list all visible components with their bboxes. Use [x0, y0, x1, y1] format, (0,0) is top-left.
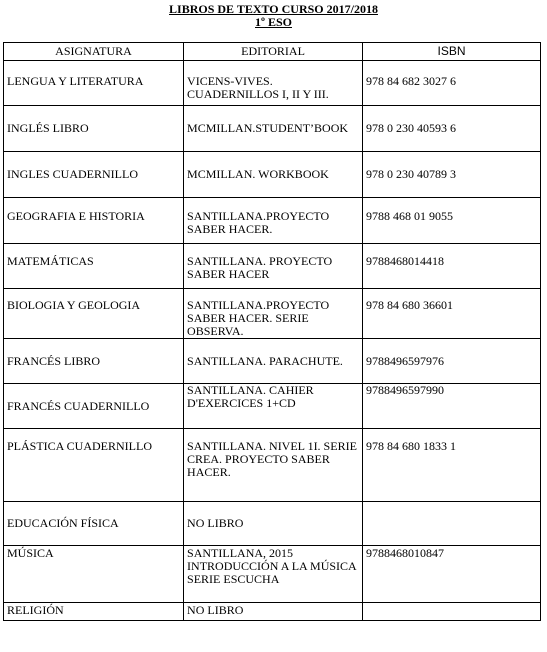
header-isbn: ISBN	[363, 43, 541, 61]
cell-editorial: SANTILLANA.PROYECTO SABER HACER. SERIE OBSERVA.	[184, 289, 363, 339]
table-row	[4, 502, 541, 546]
cell-asignatura: GEOGRAFIA E HISTORIA	[4, 198, 184, 244]
table-row	[4, 339, 541, 384]
cell-editorial: SANTILLANA.PROYECTO SABER HACER.	[184, 198, 363, 244]
cell-editorial: NO LIBRO	[184, 502, 363, 546]
table-row	[4, 289, 541, 339]
cell-isbn: 9788 468 01 9055	[363, 198, 541, 244]
cell-editorial: SANTILLANA. PROYECTO SABER HACER	[184, 244, 363, 289]
table-row	[4, 106, 541, 152]
cell-asignatura: MATEMÁTICAS	[4, 244, 184, 289]
cell-isbn: 978 84 682 3027 6	[363, 61, 541, 106]
document-title: LIBROS DE TEXTO CURSO 2017/2018	[169, 2, 378, 16]
cell-editorial: SANTILLANA. PARACHUTE.	[184, 339, 363, 384]
header-asignatura: ASIGNATURA	[4, 43, 184, 61]
cell-isbn	[363, 502, 541, 546]
cell-asignatura: MÚSICA	[4, 546, 184, 603]
cell-editorial: NO LIBRO	[184, 603, 363, 621]
table-row	[4, 152, 541, 198]
cell-isbn: 978 84 680 1833 1	[363, 429, 541, 502]
header-editorial: EDITORIAL	[184, 43, 363, 61]
cell-asignatura: INGLES CUADERNILLO	[4, 152, 184, 198]
cell-isbn: 978 0 230 40789 3	[363, 152, 541, 198]
textbook-table	[3, 42, 541, 621]
table-row	[4, 61, 541, 106]
cell-editorial: SANTILLANA. CAHIER D'EXERCICES 1+CD	[184, 384, 363, 429]
cell-asignatura: INGLÉS LIBRO	[4, 106, 184, 152]
cell-isbn: 9788496597990	[363, 384, 541, 429]
cell-isbn	[363, 603, 541, 621]
cell-editorial: MCMILLAN.STUDENT’BOOK	[184, 106, 363, 152]
document-subtitle: 1º ESO	[255, 15, 292, 29]
cell-asignatura: EDUCACIÓN FÍSICA	[4, 502, 184, 546]
header-row	[4, 43, 541, 61]
cell-isbn: 9788468014418	[363, 244, 541, 289]
cell-asignatura: LENGUA Y LITERATURA	[4, 61, 184, 106]
cell-isbn: 9788468010847	[363, 546, 541, 603]
cell-asignatura: RELIGIÓN	[4, 603, 184, 621]
cell-editorial: SANTILLANA, 2015 INTRODUCCIÓN A LA MÚSICA SERIE ESCUCHA	[184, 546, 363, 603]
table-row	[4, 603, 541, 621]
cell-asignatura: FRANCÉS LIBRO	[4, 339, 184, 384]
cell-editorial: VICENS-VIVES. CUADERNILLOS I, II Y III.	[184, 61, 363, 106]
table-row	[4, 244, 541, 289]
cell-editorial: SANTILLANA. NIVEL 1I. SERIE CREA. PROYECTO SABER HACER.	[184, 429, 363, 502]
table-row	[4, 429, 541, 502]
table-row	[4, 546, 541, 603]
cell-asignatura: PLÁSTICA CUADERNILLO	[4, 429, 184, 502]
cell-asignatura: FRANCÉS CUADERNILLO	[4, 384, 184, 429]
cell-asignatura: BIOLOGIA Y GEOLOGIA	[4, 289, 184, 339]
table-row	[4, 198, 541, 244]
cell-isbn: 978 0 230 40593 6	[363, 106, 541, 152]
cell-isbn: 9788496597976	[363, 339, 541, 384]
cell-isbn: 978 84 680 36601	[363, 289, 541, 339]
cell-editorial: MCMILLAN. WORKBOOK	[184, 152, 363, 198]
table-row	[4, 384, 541, 429]
